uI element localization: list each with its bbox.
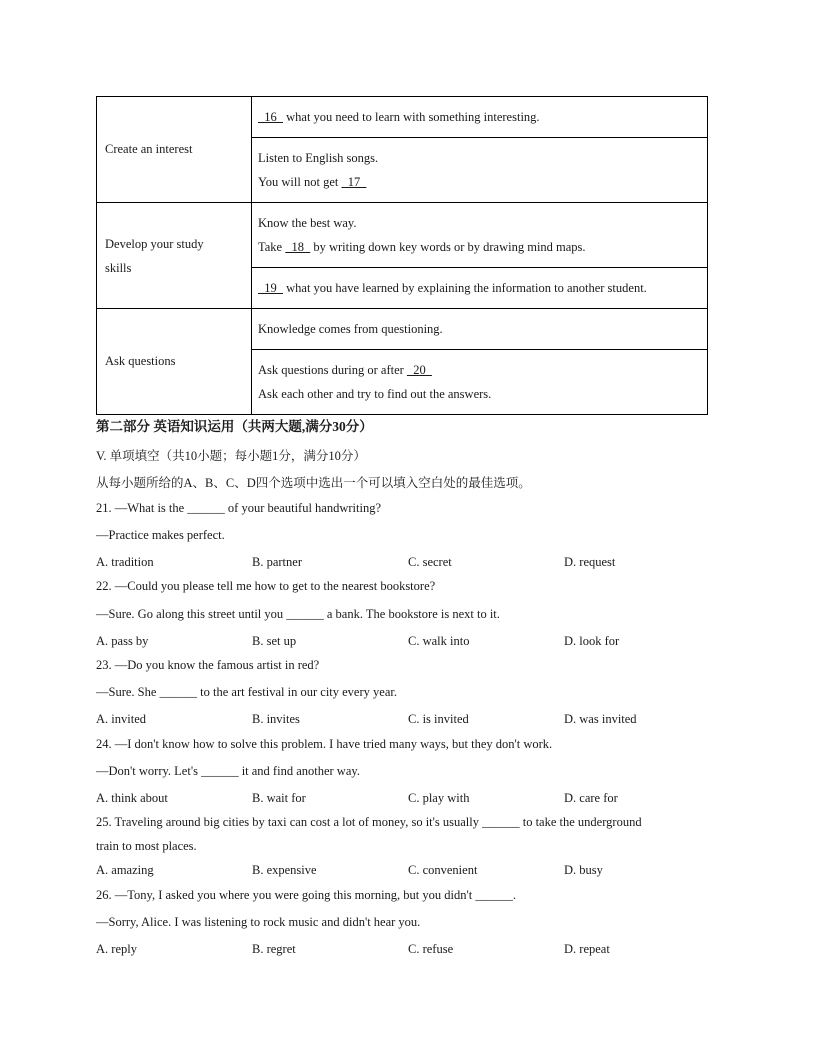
question-line: 25. Traveling around big cities by taxi can cost a lot of money, so it's usually ______ to take the underground [96,815,642,829]
option-d: D. request [564,555,616,569]
option-a: A. pass by [96,634,149,648]
category-label: Ask questions [105,354,176,368]
question-line: —Sure. Go along this street until you ______ a bank. The bookstore is next to it. [96,607,500,621]
part-two-title: 第二部分 英语知识运用（共两大题,满分30分） [96,419,373,434]
option-c: C. convenient [408,863,478,877]
study-tips-table [96,96,708,415]
table-cell [252,203,708,268]
option-c: C. secret [408,555,452,569]
section-instruction: 从每小题所给的A、B、C、D四个选项中选出一个可以填入空白处的最佳选项。 [96,476,531,490]
option-c: C. play with [408,791,470,805]
answer-blank: 18 [285,240,311,254]
option-b: B. regret [252,942,296,956]
cell-line: Knowledge comes from questioning. [258,322,443,336]
table-cell [252,309,708,350]
option-d: D. care for [564,791,618,805]
table-cell [252,138,708,203]
table-cell [252,97,708,138]
option-a: A. amazing [96,863,154,877]
option-c: C. is invited [408,712,469,726]
option-c: C. walk into [408,634,470,648]
answer-blank: 20 [406,363,432,377]
table-row [97,97,708,138]
cell-line: Ask questions during or after 20 [258,363,432,377]
section-v-heading: V. 单项填空（共10小题；每小题1分，满分10分） [96,449,366,463]
option-d: D. look for [564,634,620,648]
cell-line: 19 what you have learned by explaining the information to another student. [258,281,647,295]
category-label: Create an interest [105,142,193,156]
question-line: 24. —I don't know how to solve this problem. I have tried many ways, but they don't work. [96,737,553,751]
category-cell [97,203,252,309]
question-line: —Practice makes perfect. [96,528,225,542]
answer-blank: 16 [258,110,283,124]
option-a: A. think about [96,791,168,805]
option-b: B. expensive [252,863,317,877]
option-c: C. refuse [408,942,454,956]
question-line: —Don't worry. Let's ______ it and find another way. [96,764,360,778]
cell-line: Take 18 by writing down key words or by drawing mind maps. [258,240,586,254]
option-a: A. tradition [96,555,154,569]
option-a: A. invited [96,712,146,726]
option-d: D. busy [564,863,603,877]
category-label: skills [105,260,132,275]
question-line: 22. —Could you please tell me how to get to the nearest bookstore? [96,579,436,593]
question-line: 21. —What is the ______ of your beautiful handwriting? [96,501,382,515]
question-line: 23. —Do you know the famous artist in red? [96,658,320,672]
answer-blank: 17 [341,175,367,189]
table-cell [252,350,708,415]
option-d: D. repeat [564,942,610,956]
option-d: D. was invited [564,712,637,726]
table-row [97,309,708,350]
category-cell [97,309,252,415]
cell-line: Ask each other and try to find out the answers. [258,387,492,401]
cell-line: Know the best way. [258,216,357,230]
question-line: train to most places. [96,839,197,853]
option-b: B. invites [252,712,300,726]
category-cell [97,97,252,203]
question-line: —Sure. She ______ to the art festival in our city every year. [96,685,397,699]
option-b: B. partner [252,555,302,569]
table-cell [252,268,708,309]
answer-blank: 19 [258,281,283,295]
question-line: 26. —Tony, I asked you where you were going this morning, but you didn't ______. [96,888,516,902]
cell-line: 16 what you need to learn with something interesting. [258,110,540,124]
option-b: B. set up [252,634,297,648]
cell-line: Listen to English songs. [258,151,379,165]
category-label: Develop your study [105,236,204,251]
option-b: B. wait for [252,791,306,805]
question-line: —Sorry, Alice. I was listening to rock music and didn't hear you. [96,915,421,929]
cell-line: You will not get 17 [258,175,367,189]
option-a: A. reply [96,942,137,956]
table-row [97,203,708,268]
